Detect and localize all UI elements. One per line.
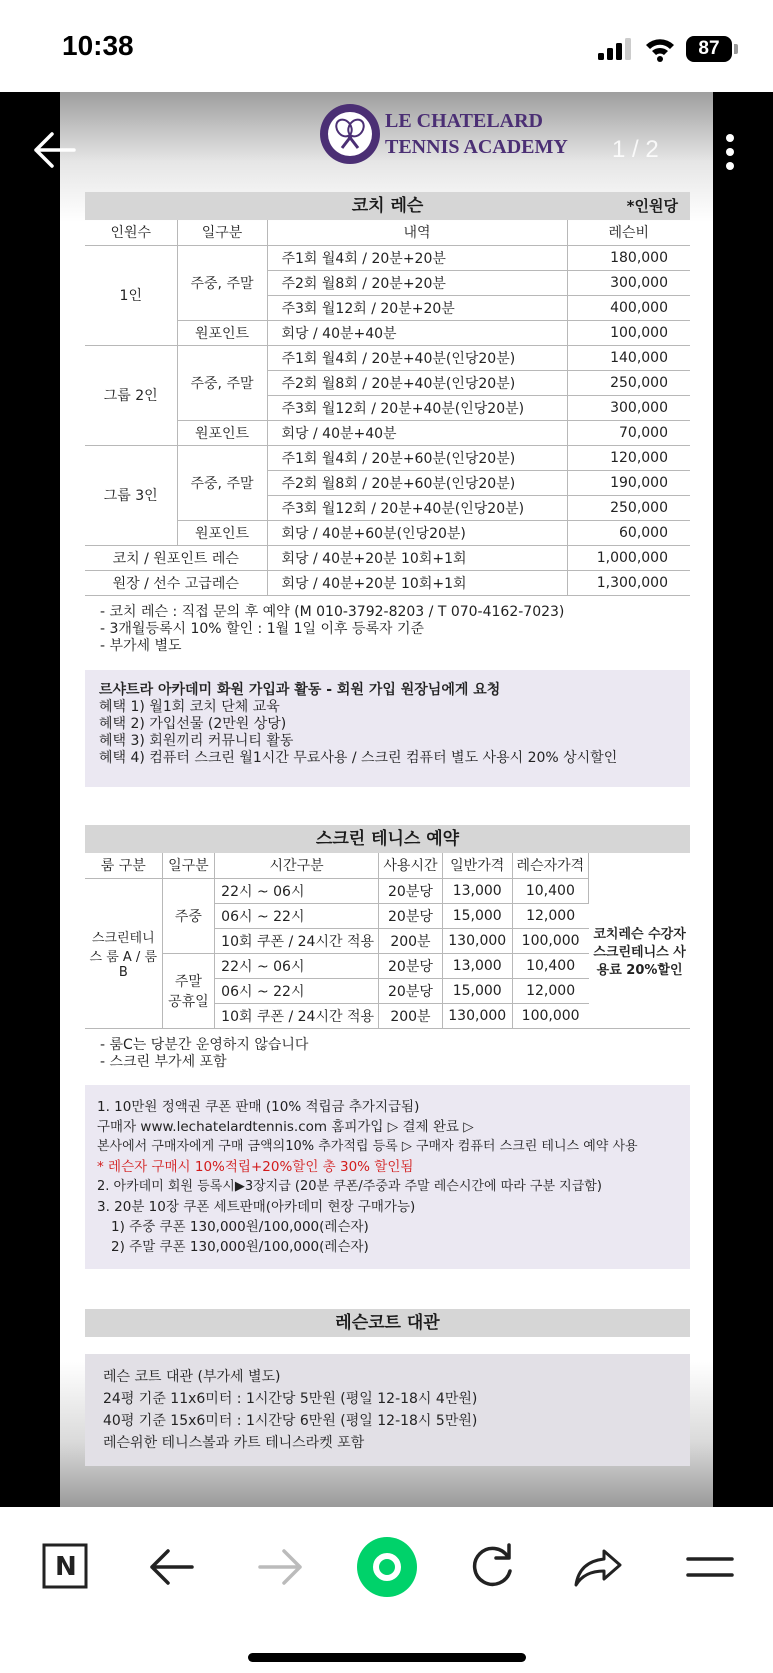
coupon-line: 1) 주중 쿠폰 130,000원/100,000(레슨자)	[111, 1219, 369, 1235]
note-line: - 3개월등록시 10% 할인 : 1월 1일 이후 등록자 기준	[100, 621, 425, 637]
coupon-discount-line: * 레슨자 구매시 10%적립+20%할인 총 30% 할인됨	[97, 1159, 414, 1175]
detail-cell: 주1회 월4회 / 20분+40분(인당20분)	[267, 345, 567, 370]
col-header: 일구분	[162, 853, 215, 878]
col-header: 인원수	[85, 220, 177, 245]
coupon-line: 3. 20분 10장 쿠폰 세트판매(아카데미 현장 구매가능)	[97, 1199, 416, 1215]
detail-cell: 주2회 월8회 / 20분+60분(인당20분)	[267, 470, 567, 495]
price-cell: 13,000	[442, 953, 512, 978]
academy-logo	[318, 102, 382, 166]
table-row	[85, 878, 690, 903]
coupon-box	[85, 1085, 690, 1269]
price-cell: 300,000	[567, 395, 690, 420]
group-cell: 그룹 2인	[85, 345, 177, 445]
detail-cell: 주2회 월8회 / 20분+40분(인당20분)	[267, 370, 567, 395]
duration-cell: 20분당	[379, 953, 443, 978]
time-cell: 22시 ~ 06시	[215, 878, 379, 903]
brand-name-line1: LE CHATELARD	[385, 110, 543, 132]
lesson-price-cell: 10,400	[512, 953, 589, 978]
price-cell: 70,000	[567, 420, 690, 445]
cellular-signal-icon	[598, 38, 632, 60]
time-cell: 10회 쿠폰 / 24시간 적용	[215, 928, 379, 953]
col-header: 레슨비	[567, 220, 690, 245]
detail-cell: 주3회 월12회 / 20분+20분	[267, 295, 567, 320]
col-header: 일구분	[177, 220, 267, 245]
court-line: 24평 기준 11x6미터 : 1시간당 5만원 (평일 12-18시 4만원)	[103, 1391, 478, 1407]
duration-cell: 20분당	[379, 978, 443, 1003]
price-cell: 130,000	[442, 1003, 512, 1028]
court-section-header	[85, 1309, 690, 1337]
duration-cell: 20분당	[379, 903, 443, 928]
home-indicator	[248, 1653, 526, 1662]
time-cell: 10회 쿠폰 / 24시간 적용	[215, 1003, 379, 1028]
detail-cell: 회당 / 40분+60분(인당20분)	[267, 520, 567, 545]
detail-cell: 주3회 월12회 / 20분+40분(인당20분)	[267, 395, 567, 420]
lesson-title: 코치 레슨	[351, 196, 424, 216]
detail-cell: 회당 / 40분+40분	[267, 420, 567, 445]
membership-item: 혜택 2) 가입선물 (2만원 상당)	[99, 716, 287, 732]
coupon-line: 1. 10만원 정액권 쿠폰 판매 (10% 적립금 추가지급됨)	[97, 1099, 420, 1115]
back-arrow-icon[interactable]	[30, 130, 80, 170]
lesson-section-header	[85, 192, 690, 220]
naver-home-button[interactable]	[36, 1537, 96, 1597]
group-cell: 원장 / 선수 고급레슨	[85, 570, 267, 595]
court-line: 레슨 코트 대관 (부가세 별도)	[103, 1369, 281, 1385]
price-cell: 1,000,000	[567, 545, 690, 570]
price-cell: 180,000	[567, 245, 690, 270]
battery-tip	[734, 44, 738, 54]
col-header: 내역	[267, 220, 567, 245]
day-cell: 원포인트	[177, 420, 267, 445]
membership-item: 혜택 4) 컴퓨터 스크린 월1시간 무료사용 / 스크린 컴퓨터 별도 사용시 20% 상시할인	[99, 750, 618, 766]
price-document	[60, 92, 713, 1507]
lesson-price-table	[85, 220, 690, 596]
col-header: 시간구분	[215, 853, 379, 878]
price-cell: 15,000	[442, 903, 512, 928]
screen-notes	[100, 1037, 690, 1071]
screen-price-table	[85, 853, 690, 1029]
page-counter: 1 / 2	[612, 136, 659, 163]
note-line: - 부가세 별도	[100, 638, 182, 654]
price-cell: 15,000	[442, 978, 512, 1003]
price-cell: 300,000	[567, 270, 690, 295]
col-header: 룸 구분	[85, 853, 162, 878]
screen-title: 스크린 테니스 예약	[315, 829, 460, 849]
day-cell: 주중, 주말	[177, 345, 267, 420]
col-header: 사용시간	[379, 853, 443, 878]
detail-cell: 주2회 월8회 / 20분+20분	[267, 270, 567, 295]
screen-section-header	[85, 825, 690, 853]
detail-cell: 회당 / 40분+20분 10회+1회	[267, 545, 567, 570]
green-dot-button-icon[interactable]	[354, 1534, 420, 1600]
price-cell: 190,000	[567, 470, 690, 495]
note-line: - 룸C는 당분간 운영하지 않습니다	[100, 1037, 309, 1053]
table-row	[85, 445, 690, 470]
lesson-price-cell: 10,400	[512, 878, 589, 903]
membership-title: 르샤트라 아카데미 화원 가입과 활동 - 회원 가입 원장님에게 요청	[99, 682, 501, 698]
coupon-line: 2. 아카데미 회원 등록시▶3장지급 (20분 쿠폰/주중과 주말 레슨시간에 따라 구분 지급함)	[97, 1179, 602, 1194]
more-options-icon[interactable]	[716, 130, 744, 174]
status-time: 10:38	[62, 30, 134, 61]
price-cell: 250,000	[567, 370, 690, 395]
lesson-notes	[100, 604, 690, 655]
back-icon[interactable]	[142, 1537, 202, 1597]
court-title: 레슨코트 대관	[335, 1313, 440, 1333]
share-icon[interactable]	[568, 1537, 628, 1597]
price-cell: 1,300,000	[567, 570, 690, 595]
col-header-empty	[589, 853, 690, 878]
lesson-price-cell: 12,000	[512, 978, 589, 1003]
duration-cell: 200분	[379, 1003, 443, 1028]
day-cell: 주말 공휴일	[162, 953, 215, 1028]
price-cell: 140,000	[567, 345, 690, 370]
battery-icon: 87	[686, 36, 732, 62]
col-header: 일반가격	[442, 853, 512, 878]
coupon-line: 구매자 www.lechatelardtennis.com 홈피가입 ▷ 결제 완료 ▷	[97, 1119, 474, 1135]
brand-name-line2: TENNIS ACADEMY	[385, 136, 568, 158]
note-line: - 코치 레슨 : 직접 문의 후 예약 (M 010-3792-8203 / T 070-4162-7023)	[100, 604, 565, 620]
table-row	[85, 545, 690, 570]
price-cell: 13,000	[442, 878, 512, 903]
price-cell: 100,000	[567, 320, 690, 345]
note-line: - 스크린 부가세 포함	[100, 1054, 227, 1070]
price-cell: 250,000	[567, 495, 690, 520]
detail-cell: 주3회 월12회 / 20분+40분(인당20분)	[267, 495, 567, 520]
coupon-line: 2) 주말 쿠폰 130,000원/100,000(레슨자)	[111, 1239, 369, 1255]
lesson-price-cell: 12,000	[512, 903, 589, 928]
day-cell: 주중, 주말	[177, 245, 267, 320]
group-cell: 1인	[85, 245, 177, 345]
col-header: 레슨자가격	[512, 853, 589, 878]
table-header-row	[85, 220, 690, 245]
table-row	[85, 245, 690, 270]
group-cell: 그룹 3인	[85, 445, 177, 545]
day-cell: 원포인트	[177, 320, 267, 345]
court-box	[85, 1354, 690, 1466]
day-cell: 주중, 주말	[177, 445, 267, 520]
browser-toolbar	[0, 1507, 773, 1673]
day-cell: 원포인트	[177, 520, 267, 545]
detail-cell: 회당 / 40분+40분	[267, 320, 567, 345]
membership-item: 혜택 3) 회원끼리 커뮤니티 활동	[99, 733, 294, 749]
room-cell: 스크린테니스 룸 A / 룸B	[85, 878, 162, 1028]
status-bar	[0, 0, 773, 92]
lesson-price-cell: 100,000	[512, 928, 589, 953]
price-cell: 130,000	[442, 928, 512, 953]
wifi-icon	[644, 36, 676, 62]
discount-note-cell: 코치레슨 수강자 스크린테니스 사용료 20%할인	[589, 878, 690, 1028]
price-cell: 60,000	[567, 520, 690, 545]
membership-item: 혜택 1) 월1회 코치 단체 교육	[99, 699, 280, 715]
time-cell: 06시 ~ 22시	[215, 978, 379, 1003]
image-viewer	[0, 92, 773, 1507]
refresh-icon[interactable]	[462, 1537, 522, 1597]
duration-cell: 200분	[379, 928, 443, 953]
duration-cell: 20분당	[379, 878, 443, 903]
detail-cell: 주1회 월4회 / 20분+60분(인당20분)	[267, 445, 567, 470]
court-line: 40평 기준 15x6미터 : 1시간당 6만원 (평일 12-18시 5만원)	[103, 1413, 478, 1429]
table-header-row	[85, 853, 690, 878]
table-row	[85, 345, 690, 370]
detail-cell: 회당 / 40분+20분 10회+1회	[267, 570, 567, 595]
detail-cell: 주1회 월4회 / 20분+20분	[267, 245, 567, 270]
day-cell: 주중	[162, 878, 215, 953]
n-label: N	[55, 1552, 77, 1582]
lesson-price-cell: 100,000	[512, 1003, 589, 1028]
time-cell: 22시 ~ 06시	[215, 953, 379, 978]
price-cell: 400,000	[567, 295, 690, 320]
time-cell: 06시 ~ 22시	[215, 903, 379, 928]
group-cell: 코치 / 원포인트 레슨	[85, 545, 267, 570]
forward-icon[interactable]	[250, 1537, 310, 1597]
lesson-per-person-note: *인원당	[626, 197, 678, 215]
table-row	[85, 570, 690, 595]
court-line: 레슨위한 테니스볼과 카트 테니스라켓 포함	[103, 1435, 365, 1451]
menu-icon[interactable]	[680, 1537, 740, 1597]
membership-box	[85, 670, 690, 787]
coupon-line: 본사에서 구매자에게 구매 금액의10% 추가적립 등록 ▷ 구매자 컴퓨터 스크린 테니스 예약 사용	[97, 1139, 638, 1154]
price-cell: 120,000	[567, 445, 690, 470]
